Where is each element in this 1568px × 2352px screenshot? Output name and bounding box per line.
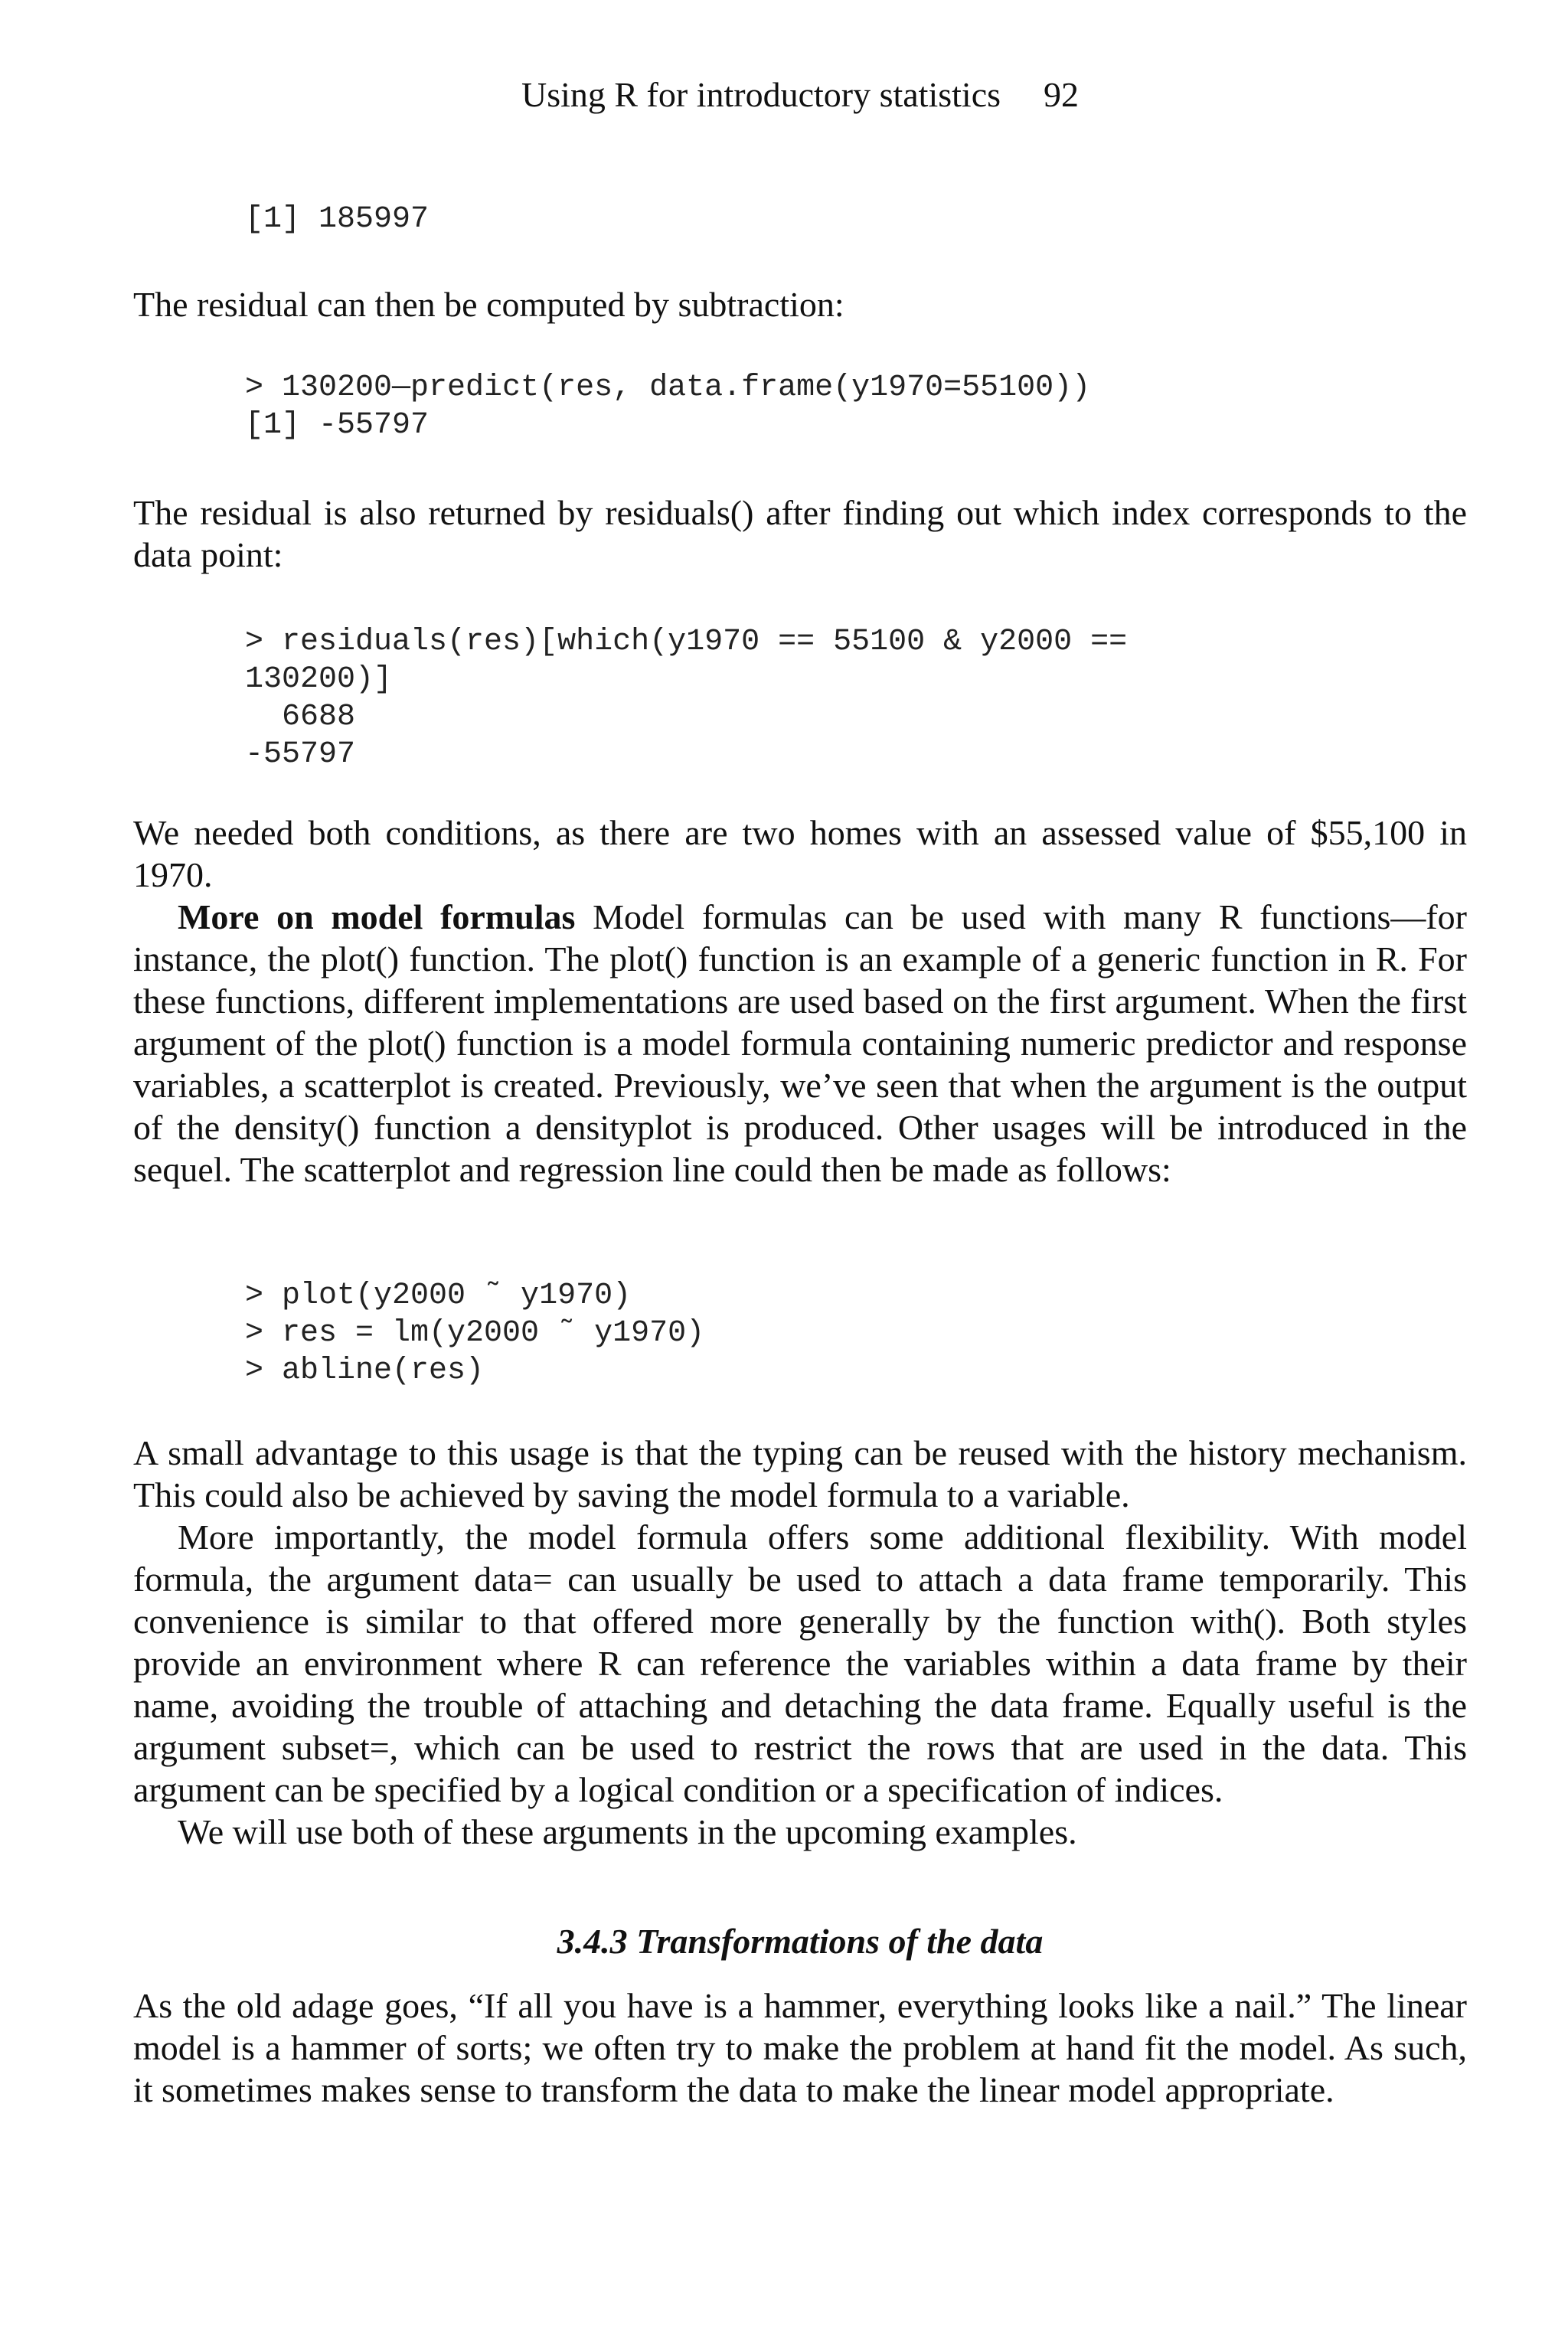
paragraph-more-importantly: More importantly, the model formula offers some additional flexibility. With model formula, the argument data= can usually be used to attach a data frame temporarily. This convenience is similar to that offered more generally by the function with(). Both styles provide an environment where R can reference the variables within a data frame by their name, avoiding the trouble of attaching and detaching the data frame. Equally useful is the argument subset=, which can be used to restrict the rows that are used in the data. This argument can be specified by a logical condition or a specification of indices.	[133, 1517, 1467, 1809]
paragraph-lead-in: More on model formulas	[178, 897, 576, 936]
code-block-plot: > plot(y2000 ˜ y1970) > res = lm(y2000 ˜ y1970) > abline(res)	[245, 1279, 705, 1388]
paragraph-residual-subtraction: The residual can then be computed by subtraction:	[133, 285, 844, 324]
paragraph-upcoming-examples: We will use both of these arguments in the upcoming examples.	[178, 1812, 1077, 1851]
paragraph-model-formulas	[133, 896, 1467, 1191]
section-heading: 3.4.3 Transformations of the data	[557, 1922, 1044, 1961]
code-block-predict: > 130200—predict(res, data.frame(y1970=55100)) [1] -55797	[245, 371, 1091, 443]
paragraph-small-advantage: A small advantage to this usage is that the typing can be reused with the history mechanism. This could also be achieved by saving the model formula to a variable.	[133, 1433, 1467, 1514]
running-header	[133, 74, 1467, 116]
paragraph-both-conditions: We needed both conditions, as there are two homes with an assessed value of $55,100 in 1970.	[133, 813, 1467, 894]
header-title: Using R for introductory statistics	[521, 75, 1001, 114]
page-number: 92	[1044, 75, 1080, 114]
paragraph-old-adage: As the old adage goes, “If all you have is a hammer, everything looks like a nail.” The linear model is a hammer of sorts; we often try to make the problem at hand fit the model. As such, it sometimes makes sense to transform the data to make the linear model appropriate.	[133, 1986, 1467, 2109]
code-block-residuals: > residuals(res)[which(y1970 == 55100 & y2000 == 130200)] 6688 -55797	[245, 625, 1128, 772]
paragraph-residuals-function: The residual is also returned by residuals() after finding out which index corresponds to the data point:	[133, 493, 1467, 574]
paragraph-model-formulas-text: Model formulas can be used with many R functions—for instance, the plot() function. The plot() function is an example of a generic function in R. For these functions, different implementations are used based on the first argument. When the first argument of the plot() function is a model formula containing numeric predictor and response variables, a scatterplot is created. Previously, we’ve seen that when the argument is the output of the density() function a densityplot is produced. Other usages will be introduced in the sequel. The scatterplot and regression line could then be made as follows:	[133, 897, 1468, 1189]
code-block-output-1: [1] 185997	[245, 202, 430, 237]
